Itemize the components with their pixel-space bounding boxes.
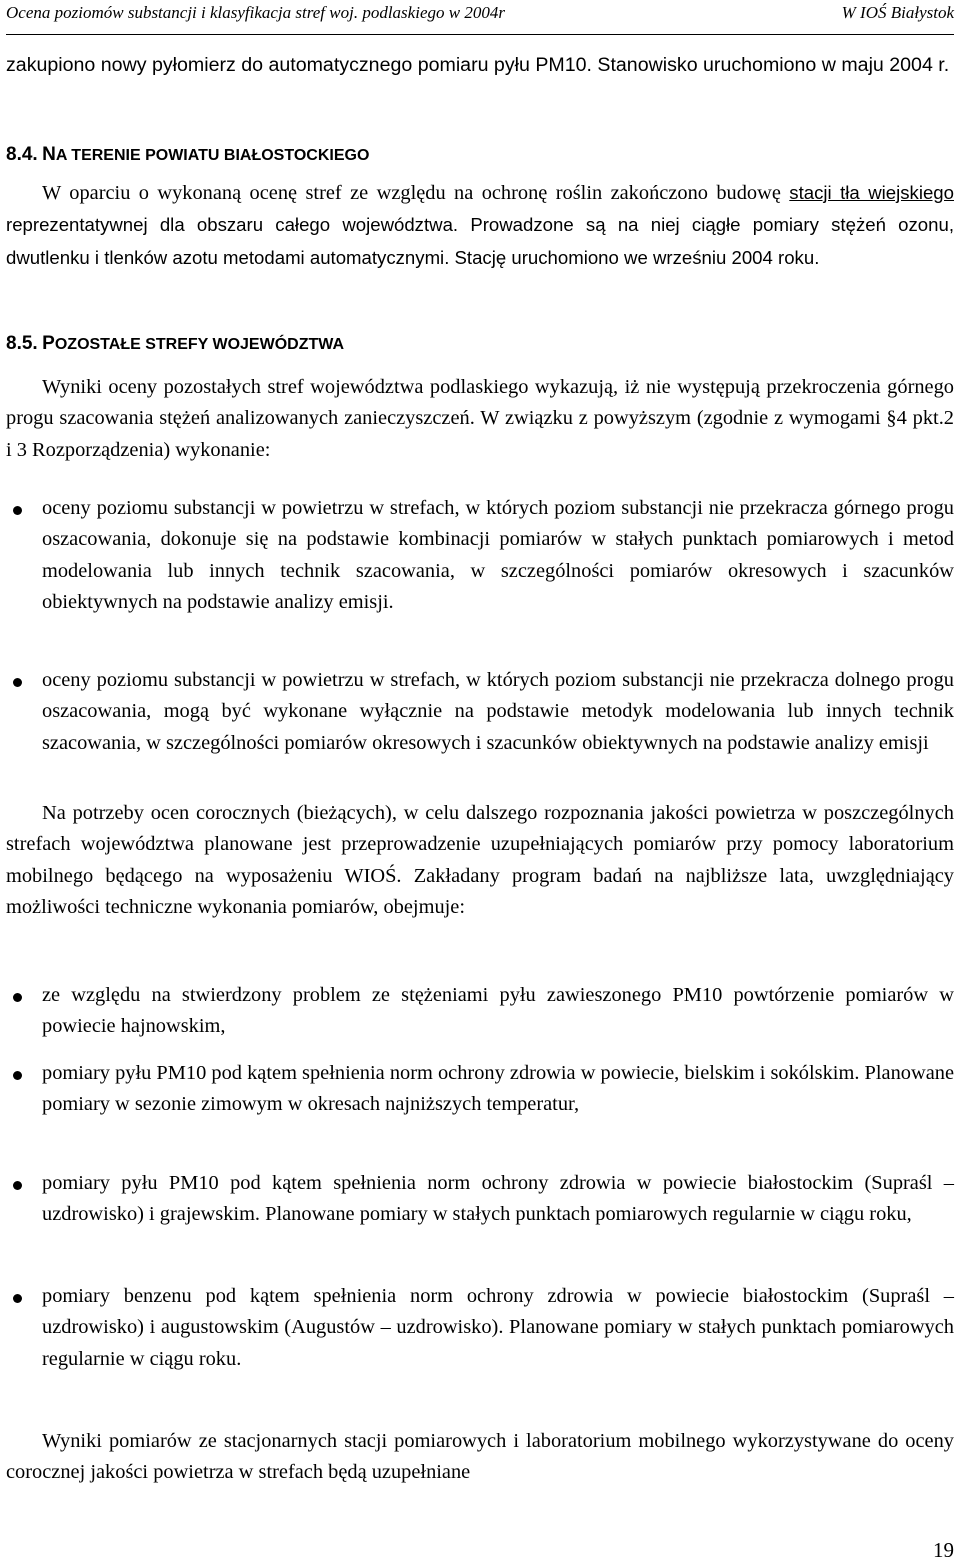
section-8-5-paragraph: Wyniki oceny pozostałych stref województwa podlaskiego wykazują, iż nie występują przekroczenia górnego progu szacowania stężeń analizowanych zanieczyszczeń. W związku z powyższym (zgodnie z wymogami §4 pkt.2 i 3 Rozporządzenia) wykonanie: [6,376,954,461]
section-number: 8.5. [6,333,38,354]
page-number: 19 [933,1538,954,1562]
header-title: Ocena poziomów substancji i klasyfikacja stref woj. podlaskiego w 2004r [6,3,505,22]
section-title: A TERENIE POWIATU BIAŁOSTOCKIEGO [55,147,370,164]
bullet-icon [13,678,22,687]
bullet-icon [13,1294,22,1303]
section-initial: N [42,144,56,165]
section-8-4-heading [6,145,369,166]
list-item-text: pomiary pyłu PM10 pod kątem spełnienia norm ochrony zdrowia w powiecie białostockim (Supraśl – uzdrowisko) i grajewskim. Planowane pomiary w stałych punktach pomiarowych regularnie w ciągu roku, [42,1172,954,1226]
paragraph-lead: W oparciu o wykonaną ocenę stref ze względu na ochronę roślin zakończono budowę [42,182,781,204]
bullet-icon [13,1071,22,1080]
list-item-text: pomiary benzenu pod kątem spełnienia norm ochrony zdrowia w powiecie białostockim (Supraśl – uzdrowisko) i augustowskim (Augustów – uzdrowisko). Planowane pomiary w stałych punktach pomiarowych regularnie w ciągu roku. [42,1285,954,1370]
list-item-text: pomiary pyłu PM10 pod kątem spełnienia norm ochrony zdrowia w powiecie, bielskim i sokólskim. Planowane pomiary w sezonie zimowym w okresach najniższych temperatur, [42,1062,954,1116]
list-item-text: oceny poziomu substancji w powietrzu w strefach, w których poziom substancji nie przekracza dolnego progu oszacowania, mogą być wykonane wyłącznie na podstawie metodyk modelowania lub innych technik szacowania, w szczególności pomiarów okresowych i szacunków obiektywnych na podstawie analizy emisji [42,669,954,754]
section-number: 8.4. [6,144,38,165]
program-paragraph: Na potrzeby ocen corocznych (bieżących), w celu dalszego rozpoznania jakości powietrza w poszczególnych strefach województwa planowane jest przeprowadzenie uzupełniających pomiarów przy pomocy laboratorium mobilnego będącego na wyposażeniu WIOŚ. Zakładany program badań na najbliższe lata, uwzględniający możliwości techniczne wykonania pomiarów, obejmuje: [6,802,954,918]
list-item-text: ze względu na stwierdzony problem ze stężeniami pyłu zawieszonego PM10 powtórzenie pomiarów w powiecie hajnowskim, [42,984,954,1038]
section-initial: P [42,333,55,354]
bullet-icon [13,506,22,515]
list-item-text: oceny poziomu substancji w powietrzu w strefach, w których poziom substancji nie przekracza górnego progu oszacowania, dokonuje się na podstawie kombinacji pomiarów w stałych punktach pomiarowych i metod modelowania lub innych technik szacowania, w szczególności pomiarów okresowych i szacunków obiektywnych na podstawie analizy emisji. [42,497,954,613]
section-title: OZOSTAŁE STREFY WOJEWÓDZTWA [54,336,345,353]
intro-paragraph: zakupiono nowy pyłomierz do automatycznego pomiaru pyłu PM10. Stanowisko uruchomiono w maju 2004 r. [6,54,950,76]
header-institution: W IOŚ Białystok [841,3,954,22]
bullet-icon [13,1181,22,1190]
closing-paragraph: Wyniki pomiarów ze stacjonarnych stacji pomiarowych i laboratorium mobilnego wykorzystywane do oceny corocznej jakości powietrza w strefach będą uzupełniane [6,1430,954,1484]
station-link: stacji tła wiejskiego [789,182,954,203]
section-8-5-heading [6,334,344,355]
bullet-icon [13,993,22,1002]
paragraph-rest: reprezentatywnej dla obszaru całego województwa. Prowadzone są na niej ciągłe pomiary stężeń ozonu, dwutlenku i tlenków azotu metodami automatycznymi. Stację uruchomiono we wrześniu 2004 roku. [6,214,954,268]
section-8-4-paragraph [6,177,954,274]
running-header [6,0,954,35]
